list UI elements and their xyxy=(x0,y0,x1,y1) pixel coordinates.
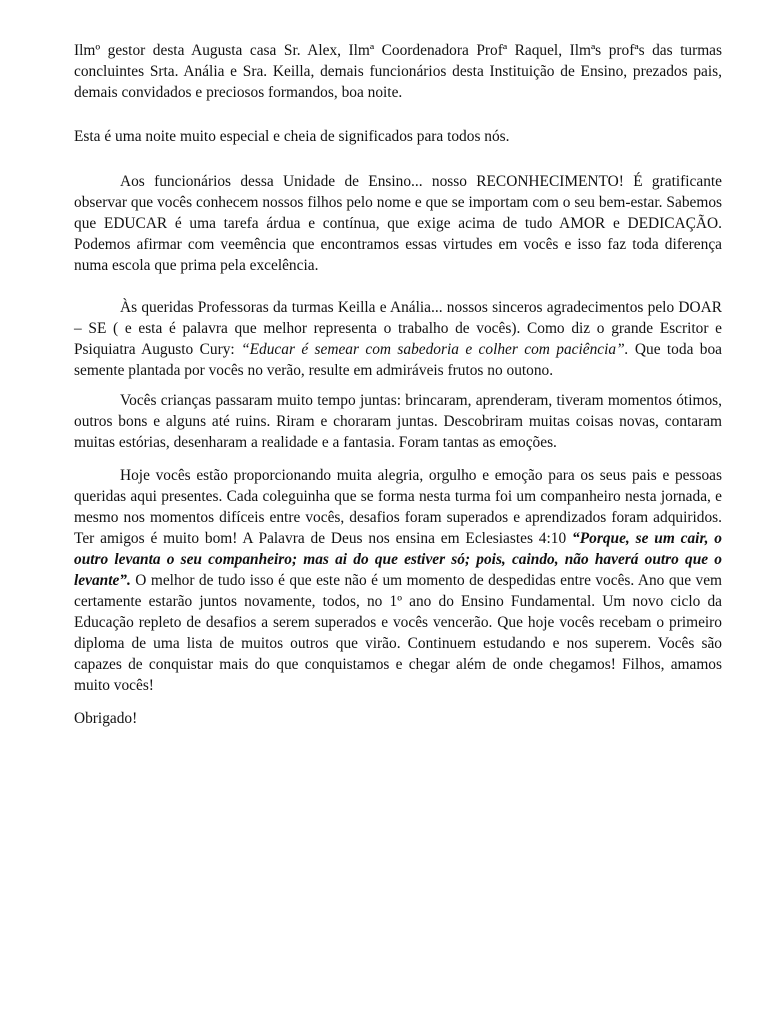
graduation-text-end: O melhor de tudo isso é que este não é um momento de despedidas entre vocês. Ano que vem certamente estarão juntos novamente, todos, no 1º ano do Ensino Fundamental. Um novo ciclo da Educação repleto de desafios a serem superados e vocês vencerão. Que hoje vocês recebam o primeiro diploma de uma lista de muitos outros que virão. Continuem estudando e nos superem. Vocês são capazes de conquistar mais do que conquistamos e chegar além de onde chegamos! Filhos, amamos muito vocês! xyxy=(74,572,722,694)
teachers-text-start: Às queridas Professoras da turmas Keilla e Anália... nossos sinceros agradecimentos pelo DOAR – SE ( e esta é palavra que melhor representa o trabalho de vocês). Como diz o grande Escritor e Psiquiatra Augusto Cury: xyxy=(74,299,722,358)
children-paragraph: Vocês crianças passaram muito tempo juntas: brincaram, aprenderam, tiveram momentos ótimos, outros bons e alguns até ruins. Riram e choraram juntas. Descobriram muitas coisas novas, contaram muitas estórias, desenharam a realidade e a fantasia. Foram tantas as emoções. xyxy=(74,392,722,451)
teachers-text-end: Que toda boa semente plantada por vocês no verão, resulte em admiráveis frutos no outono. xyxy=(74,341,723,379)
graduation-paragraph xyxy=(74,465,722,696)
graduation-text-start: Hoje vocês estão proporcionando muita alegria, orgulho e emoção para os seus pais e pessoas queridas aqui presentes. Cada coleguinha que se forma nesta turma foi um companheiro nesta jornada, e mesmo nos momentos difíceis entre vocês, desafios foram superados e aprendizados foram adquiridos. Ter amigos é muito bom! A Palavra de Deus nos ensina em Eclesiastes 4:10 xyxy=(74,467,722,547)
teachers-paragraph xyxy=(74,297,722,381)
closing-text: Obrigado! xyxy=(74,710,138,727)
intro-paragraph: Esta é uma noite muito especial e cheia de significados para todos nós. xyxy=(74,128,510,145)
cury-quote: “Educar é semear com sabedoria e colher com paciência”. xyxy=(241,341,629,358)
greeting-paragraph: Ilmº gestor desta Augusta casa Sr. Alex, Ilmª Coordenadora Profª Raquel, Ilmªs profªs das turmas concluintes Srta. Anália e Sra. Keilla, demais funcionários desta Instituição de Ensino, prezados pais, demais convidados e preciosos formandos, boa noite. xyxy=(74,42,722,101)
staff-paragraph: Aos funcionários dessa Unidade de Ensino... nosso RECONHECIMENTO! É gratificante observar que vocês conhecem nossos filhos pelo nome e que se importam com o seu bem-estar. Sabemos que EDUCAR é uma tarefa árdua e contínua, que exige acima de tudo AMOR e DEDICAÇÃO. Podemos afirmar com veemência que encontramos essas virtudes em vocês e isso faz toda diferença numa escola que prima pela excelência. xyxy=(74,173,722,274)
ecclesiastes-quote: “Porque, se um cair, o outro levanta o seu companheiro; mas ai do que estiver só; pois, caindo, não haverá outro que o levante”. xyxy=(74,530,722,589)
